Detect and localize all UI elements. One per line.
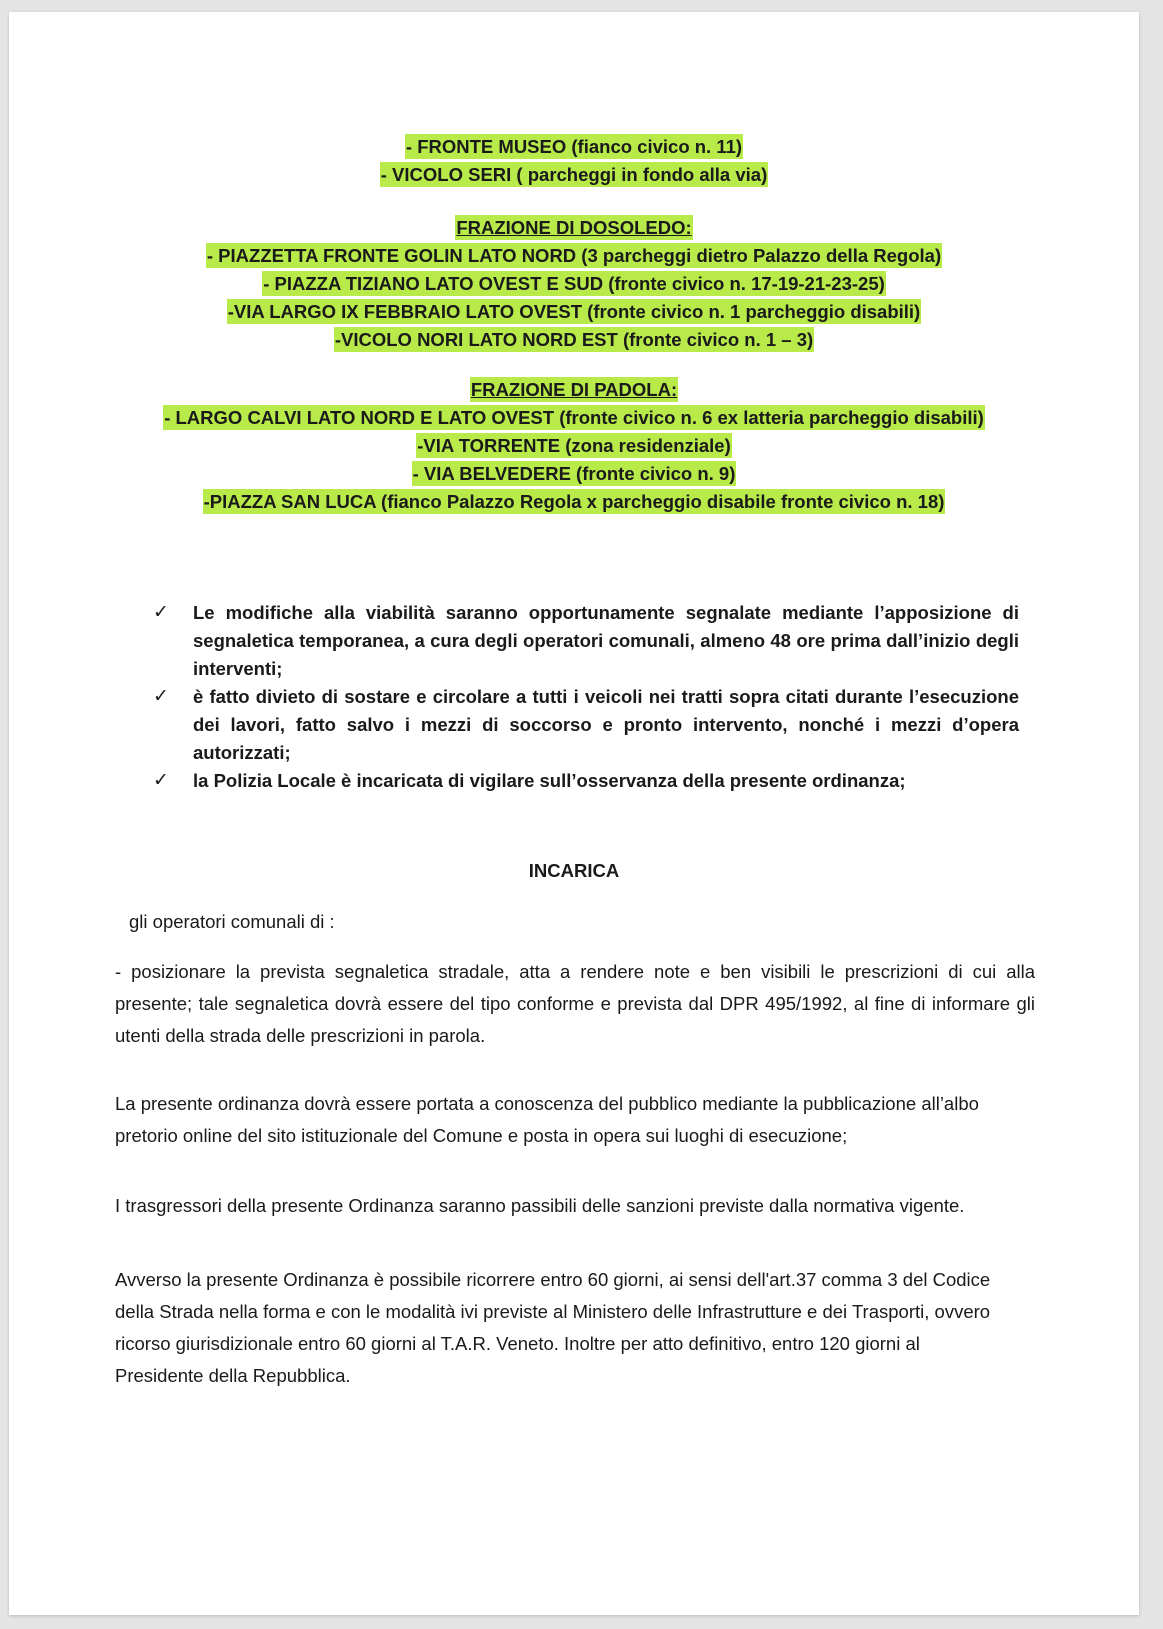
highlight-line: - PIAZZA TIZIANO LATO OVEST E SUD (fronte civico n. 17-19-21-23-25) (263, 273, 885, 294)
checklist-item-text: è fatto divieto di sostare e circolare a tutti i veicoli nei tratti sopra citati durante l’esecuzione dei lavori, fatto salvo i mezzi di soccorso e pronto intervento, nonché i mezzi d’opera autorizzati; (193, 686, 1019, 763)
highlight-group-dosoledo (9, 214, 1139, 354)
section-title-dosoledo: FRAZIONE DI DOSOLEDO: (456, 217, 692, 238)
highlight-line: -PIAZZA SAN LUCA (fianco Palazzo Regola x parcheggio disabile fronte civico n. 18) (203, 491, 945, 512)
highlight-line: - VICOLO SERI ( parcheggi in fondo alla via) (380, 164, 768, 185)
checklist-item-text: Le modifiche alla viabilità saranno opportunamente segnalate mediante l’apposizione di segnaletica temporanea, a cura degli operatori comunali, almeno 48 ore prima dall’inizio degli interventi; (193, 602, 1019, 679)
checkmark-icon: ✓ (153, 602, 169, 623)
highlight-line: - VIA BELVEDERE (fronte civico n. 9) (412, 463, 736, 484)
checklist-item (149, 767, 1019, 795)
highlight-line: -VIA LARGO IX FEBBRAIO LATO OVEST (fronte civico n. 1 parcheggio disabili) (227, 301, 921, 322)
document-page (9, 12, 1139, 1615)
highlight-line: - FRONTE MUSEO (fianco civico n. 11) (405, 136, 743, 157)
checklist-item-text: la Polizia Locale è incaricata di vigilare sull’osservanza della presente ordinanza; (193, 770, 906, 791)
intro-text: gli operatori comunali di : (129, 911, 335, 932)
paragraph: - posizionare la prevista segnaletica stradale, atta a rendere note e ben visibili le prescrizioni di cui alla presente; tale segnaletica dovrà essere del tipo conforme e prevista dal DPR 495/1992, al fine di informare gli utenti della strada delle prescrizioni in parola. (115, 961, 1035, 1046)
checklist (149, 599, 1019, 795)
highlight-line: - PIAZZETTA FRONTE GOLIN LATO NORD (3 parcheggi dietro Palazzo della Regola) (206, 245, 942, 266)
checklist-item (149, 599, 1019, 683)
highlight-line: - LARGO CALVI LATO NORD E LATO OVEST (fronte civico n. 6 ex latteria parcheggio disabili) (164, 407, 984, 428)
paragraph: La presente ordinanza dovrà essere portata a conoscenza del pubblico mediante la pubblicazione all’albo pretorio online del sito istituzionale del Comune e posta in opera sui luoghi di esecuzione; (115, 1093, 979, 1146)
checklist-item (149, 683, 1019, 767)
section-heading-incarica: INCARICA (528, 860, 620, 881)
highlight-group-padola (9, 376, 1139, 516)
highlight-line: -VICOLO NORI LATO NORD EST (fronte civico n. 1 – 3) (334, 329, 814, 350)
highlight-group-centro (9, 133, 1139, 189)
paragraph: Avverso la presente Ordinanza è possibile ricorrere entro 60 giorni, ai sensi dell'art.37 comma 3 del Codice della Strada nella forma e con le modalità ivi previste al Ministero delle Infrastrutture e dei Trasporti, ovvero ricorso giurisdizionale entro 60 giorni al T.A.R. Veneto. Inoltre per atto definitivo, entro 120 giorni al Presidente della Repubblica. (115, 1269, 991, 1386)
checkmark-icon: ✓ (153, 686, 169, 707)
checkmark-icon: ✓ (153, 770, 169, 791)
highlight-line: -VIA TORRENTE (zona residenziale) (417, 435, 731, 456)
section-title-padola: FRAZIONE DI PADOLA: (470, 379, 678, 400)
paragraph: I trasgressori della presente Ordinanza saranno passibili delle sanzioni previste dalla normativa vigente. (115, 1195, 965, 1216)
